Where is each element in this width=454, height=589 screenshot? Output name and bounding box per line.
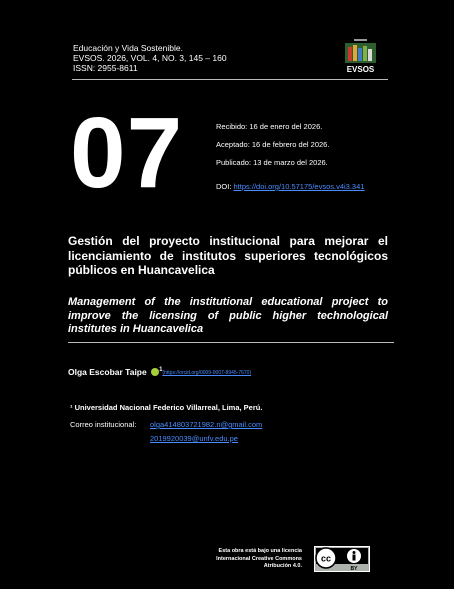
title-spanish: Gestión del proyecto institucional para mejorar el licenciamiento de institutos superiores tecnológicos públicos en Huancavelica: [68, 234, 388, 277]
cc-by-badge[interactable]: [314, 546, 370, 572]
doi-line: [216, 182, 364, 191]
orcid-link[interactable]: (https://orcid.org/0009-0007-8945-7670): [162, 370, 252, 376]
author-line: [68, 367, 251, 377]
cc-by-label: BY: [350, 566, 358, 572]
accepted-date: Aceptado: 16 de febrero del 2026.: [216, 140, 330, 149]
received-date: Recibido: 16 de enero del 2026.: [216, 122, 323, 131]
header-divider: [72, 79, 388, 80]
journal-name: Educación y Vida Sostenible.: [73, 43, 183, 53]
title-english: Management of the institutional educational project to improve the licensing of public higher technological institutes in Huancavelica: [68, 296, 388, 335]
author-superscript: 1: [159, 367, 163, 374]
author-name: Olga Escobar Taipe: [68, 367, 147, 377]
evsos-logo: [343, 39, 378, 75]
journal-issn: ISSN: 2955-8611: [73, 63, 138, 73]
article-dates: [216, 118, 329, 172]
svg-text:cc: cc: [320, 553, 332, 564]
orcid-icon[interactable]: [151, 368, 159, 376]
article-number: 07: [70, 97, 184, 209]
license-text: Esta obra está bajo una licencia Internacional Creative Commons Atribución 4.0.: [216, 548, 302, 569]
title-divider: [68, 342, 394, 343]
journal-header: [73, 43, 227, 73]
journal-issue: EVSOS. 2026, VOL. 4, NO. 3, 145 – 160: [73, 53, 227, 63]
logo-text: EVSOS: [346, 65, 375, 74]
email-link-1[interactable]: olga414803721982.n@gmail.com: [150, 420, 263, 429]
email-label: Correo institucional:: [70, 420, 137, 429]
published-date: Publicado: 13 de marzo del 2026.: [216, 158, 328, 167]
affiliation: ¹ Universidad Nacional Federico Villarreal, Lima, Perú.: [70, 403, 263, 412]
doi-link[interactable]: https://doi.org/10.57175/evsos.v4i3.341: [233, 182, 365, 191]
doi-label: DOI:: [216, 182, 232, 191]
email-link-2[interactable]: 2019920039@unfv.edu.pe: [150, 434, 238, 443]
